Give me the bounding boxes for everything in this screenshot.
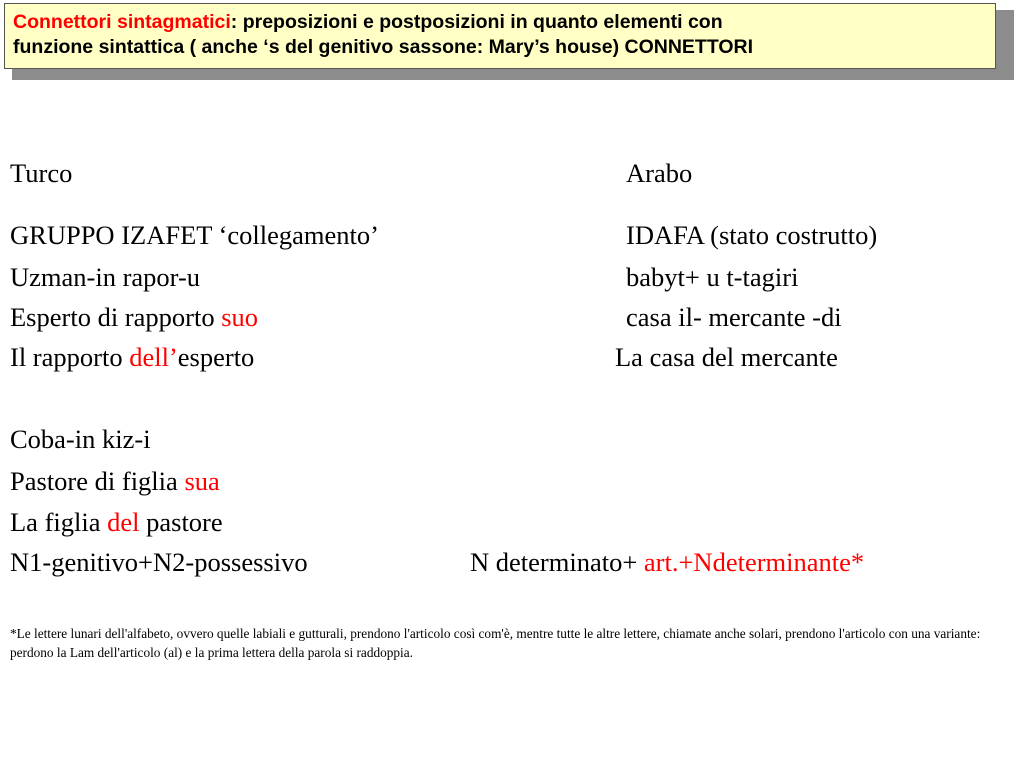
right-line-1: IDAFA (stato costrutto) <box>626 220 878 250</box>
left-line-3-text: Esperto di rapporto <box>10 302 222 332</box>
left-line-4 <box>10 342 254 372</box>
left-line-7 <box>10 507 223 537</box>
left-line-4-post: esperto <box>177 342 255 372</box>
left-line-3 <box>10 302 258 332</box>
left-line-5: Coba-in kiz-i <box>10 424 151 454</box>
footnote: *Le lettere lunari dell'alfabeto, ovvero quelle labiali e gutturali, prendono l'articolo così com'è, mentre tutte le altre lettere, chiamate anche solari, prendono l'articolo con una variante: perdono la Lam dell'articolo (al) e la prima lettera della parola si raddoppia. <box>10 626 981 660</box>
left-line-6-text: Pastore di figlia <box>10 466 185 496</box>
left-line-6-red: sua <box>184 466 220 496</box>
right-line-4: La casa del mercante <box>615 342 838 372</box>
title-box <box>4 3 996 69</box>
left-line-7-text: La figlia <box>10 507 108 537</box>
right-heading: Arabo <box>626 158 693 188</box>
left-line-7-red: del <box>107 507 140 537</box>
title-line-1 <box>13 10 995 35</box>
right-line-8 <box>470 547 864 577</box>
left-line-4-red: dell’ <box>129 342 178 372</box>
left-line-7-post: pastore <box>139 507 223 537</box>
right-line-8-red: art.+Ndeterminante* <box>643 547 865 577</box>
left-heading: Turco <box>10 158 73 188</box>
title-highlight: Connettori sintagmatici <box>13 11 231 33</box>
left-line-8: N1-genitivo+N2-possessivo <box>10 547 308 577</box>
left-line-2: Uzman-in rapor-u <box>10 262 201 292</box>
left-line-4-text: Il rapporto <box>10 342 130 372</box>
title-line1-rest: : preposizioni e postposizioni in quanto elementi con <box>230 11 723 33</box>
left-line-6 <box>10 466 220 496</box>
right-line-8-text: N determinato+ <box>470 547 644 577</box>
left-line-1: GRUPPO IZAFET ‘collegamento’ <box>10 220 379 250</box>
left-line-3-red: suo <box>221 302 259 332</box>
right-line-2: babyt+ u t-tagiri <box>626 262 799 292</box>
title-line-2: funzione sintattica ( anche ‘s del genitivo sassone: Mary’s house) CONNETTORI <box>13 36 754 58</box>
right-line-3: casa il- mercante -di <box>626 302 842 332</box>
